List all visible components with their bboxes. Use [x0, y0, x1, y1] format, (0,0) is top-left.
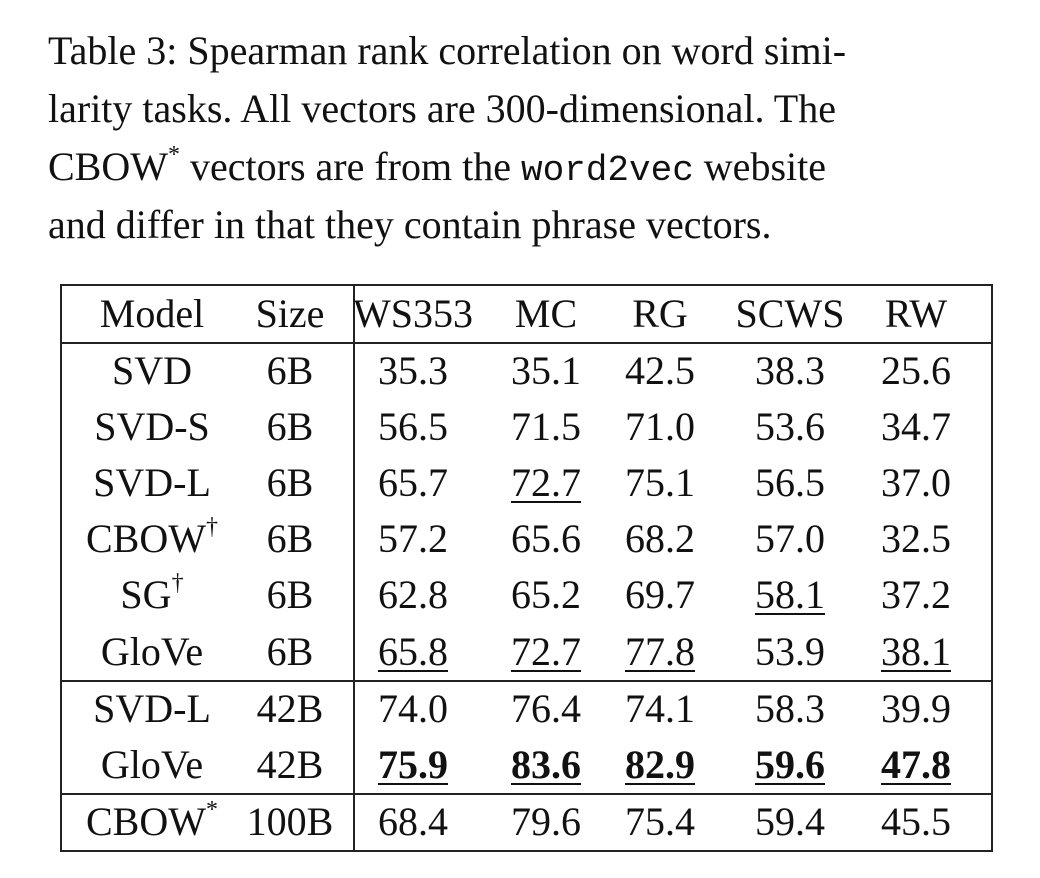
score-value: 56.5 — [378, 404, 448, 449]
corpus-size-cell: 6B — [266, 629, 314, 674]
caption-line-4: and differ in that they contain phrase vectors. — [48, 202, 772, 247]
model-name: CBOW — [86, 799, 206, 844]
table-row — [62, 511, 991, 567]
table-row — [62, 794, 991, 850]
score-cell — [725, 737, 855, 793]
score-value: 58.1 — [755, 572, 825, 617]
score-cell — [343, 681, 483, 737]
score-value: 75.4 — [625, 799, 695, 844]
score-cell — [491, 567, 601, 623]
score-value: 34.7 — [881, 404, 951, 449]
table-row — [62, 737, 991, 793]
table-row — [62, 681, 991, 737]
score-cell — [343, 343, 483, 399]
score-cell — [491, 511, 601, 567]
score-cell — [605, 567, 715, 623]
score-value: 47.8 — [881, 742, 951, 787]
score-value: 42.5 — [625, 348, 695, 393]
model-name-cell — [65, 511, 240, 567]
model-name-cell — [65, 624, 240, 680]
score-value: 75.1 — [625, 460, 695, 505]
table-row — [62, 455, 991, 511]
score-cell — [725, 624, 855, 680]
score-value: 69.7 — [625, 572, 695, 617]
score-value: 57.0 — [755, 516, 825, 561]
score-value: 38.1 — [881, 629, 951, 674]
score-value: 57.2 — [378, 516, 448, 561]
score-cell — [856, 794, 976, 850]
model-name-cell — [65, 399, 240, 455]
score-value: 38.3 — [755, 348, 825, 393]
score-cell — [343, 737, 483, 793]
column-header: MC — [514, 291, 578, 336]
score-cell — [491, 455, 601, 511]
score-value: 71.0 — [625, 404, 695, 449]
model-name-cell — [65, 455, 240, 511]
score-value: 65.6 — [511, 516, 581, 561]
caption-cbow: CBOW — [48, 144, 168, 189]
score-cell — [605, 681, 715, 737]
score-value: 79.6 — [511, 799, 581, 844]
score-cell — [856, 455, 976, 511]
caption-asterisk: * — [168, 142, 180, 168]
score-cell — [343, 624, 483, 680]
score-cell — [605, 511, 715, 567]
model-footnote-mark: † — [171, 570, 184, 596]
model-name-cell — [65, 681, 240, 737]
score-cell — [725, 794, 855, 850]
score-cell — [491, 794, 601, 850]
score-cell — [343, 511, 483, 567]
model-name-cell — [65, 794, 240, 850]
column-header: WS353 — [353, 291, 473, 336]
model-name: SG — [120, 572, 172, 617]
score-cell — [605, 343, 715, 399]
score-value: 75.9 — [378, 742, 448, 787]
score-cell — [605, 455, 715, 511]
header-row — [62, 286, 991, 342]
score-cell — [491, 343, 601, 399]
score-value: 82.9 — [625, 742, 695, 787]
table-row — [62, 567, 991, 623]
column-header: Size — [255, 291, 325, 336]
score-value: 65.7 — [378, 460, 448, 505]
score-value: 74.0 — [378, 686, 448, 731]
score-value: 58.3 — [755, 686, 825, 731]
caption-code-word2vec: word2vec — [520, 150, 694, 191]
score-cell — [491, 399, 601, 455]
caption-line-1 — [48, 22, 1008, 80]
score-value: 62.8 — [378, 572, 448, 617]
caption-line-3-end: website — [693, 144, 826, 189]
corpus-size-cell: 42B — [256, 742, 324, 787]
score-value: 32.5 — [881, 516, 951, 561]
score-value: 39.9 — [881, 686, 951, 731]
score-cell — [343, 794, 483, 850]
score-value: 37.0 — [881, 460, 951, 505]
table-caption — [48, 22, 1008, 254]
table-row — [62, 624, 991, 680]
score-value: 35.3 — [378, 348, 448, 393]
score-value: 72.7 — [511, 629, 581, 674]
score-cell — [605, 624, 715, 680]
table-row — [62, 399, 991, 455]
model-name: SVD-L — [93, 460, 211, 505]
score-cell — [856, 343, 976, 399]
score-value: 71.5 — [511, 404, 581, 449]
score-value: 76.4 — [511, 686, 581, 731]
score-value: 56.5 — [755, 460, 825, 505]
score-value: 68.2 — [625, 516, 695, 561]
table-row — [62, 343, 991, 399]
score-value: 35.1 — [511, 348, 581, 393]
model-name-cell — [65, 737, 240, 793]
model-name: SVD — [111, 348, 193, 393]
model-name: SVD-L — [93, 686, 211, 731]
score-cell — [856, 737, 976, 793]
column-header: SCWS — [735, 291, 845, 336]
corpus-size-cell: 6B — [266, 348, 314, 393]
model-name: GloVe — [100, 629, 204, 674]
score-value: 65.2 — [511, 572, 581, 617]
model-name: SVD-S — [94, 404, 210, 449]
results-table — [60, 284, 993, 852]
model-name: CBOW — [86, 516, 206, 561]
model-name-cell — [65, 343, 240, 399]
score-value: 37.2 — [881, 572, 951, 617]
caption-line-1-text: Spearman rank correlation on word simi- — [187, 28, 847, 73]
score-value: 74.1 — [625, 686, 695, 731]
score-value: 77.8 — [625, 629, 695, 674]
score-value: 45.5 — [881, 799, 951, 844]
corpus-size-cell: 100B — [246, 799, 334, 844]
caption-line-3 — [48, 138, 1008, 196]
score-value: 53.6 — [755, 404, 825, 449]
score-value: 68.4 — [378, 799, 448, 844]
score-cell — [605, 737, 715, 793]
score-cell — [343, 399, 483, 455]
score-value: 59.4 — [755, 799, 825, 844]
score-value: 72.7 — [511, 460, 581, 505]
score-value: 83.6 — [511, 742, 581, 787]
score-value: 25.6 — [881, 348, 951, 393]
score-cell — [856, 624, 976, 680]
score-cell — [605, 794, 715, 850]
column-header: RW — [884, 291, 948, 336]
score-cell — [491, 681, 601, 737]
score-cell — [856, 511, 976, 567]
score-cell — [725, 681, 855, 737]
score-cell — [605, 399, 715, 455]
corpus-size-cell: 6B — [266, 404, 314, 449]
caption-label: Table 3: — [48, 28, 178, 73]
caption-line-3-middle: vectors are from the — [180, 144, 521, 189]
score-cell — [725, 455, 855, 511]
score-cell — [491, 624, 601, 680]
score-cell — [725, 567, 855, 623]
score-cell — [491, 737, 601, 793]
corpus-size-cell: 6B — [266, 460, 314, 505]
model-name-cell — [65, 567, 240, 623]
score-cell — [856, 681, 976, 737]
score-cell — [343, 455, 483, 511]
score-value: 59.6 — [755, 742, 825, 787]
score-cell — [856, 567, 976, 623]
caption-line-2: larity tasks. All vectors are 300-dimensional. The — [48, 86, 836, 131]
model-footnote-mark: † — [206, 514, 218, 540]
score-cell — [856, 399, 976, 455]
column-header: RG — [632, 291, 688, 336]
score-value: 65.8 — [378, 629, 448, 674]
score-cell — [725, 511, 855, 567]
score-cell — [725, 399, 855, 455]
model-name: GloVe — [100, 742, 204, 787]
score-cell — [343, 567, 483, 623]
column-header: Model — [99, 291, 205, 336]
model-footnote-mark: * — [206, 797, 218, 823]
corpus-size-cell: 42B — [256, 686, 324, 731]
corpus-size-cell: 6B — [266, 572, 314, 617]
score-cell — [725, 343, 855, 399]
corpus-size-cell: 6B — [266, 516, 314, 561]
score-value: 53.9 — [755, 629, 825, 674]
